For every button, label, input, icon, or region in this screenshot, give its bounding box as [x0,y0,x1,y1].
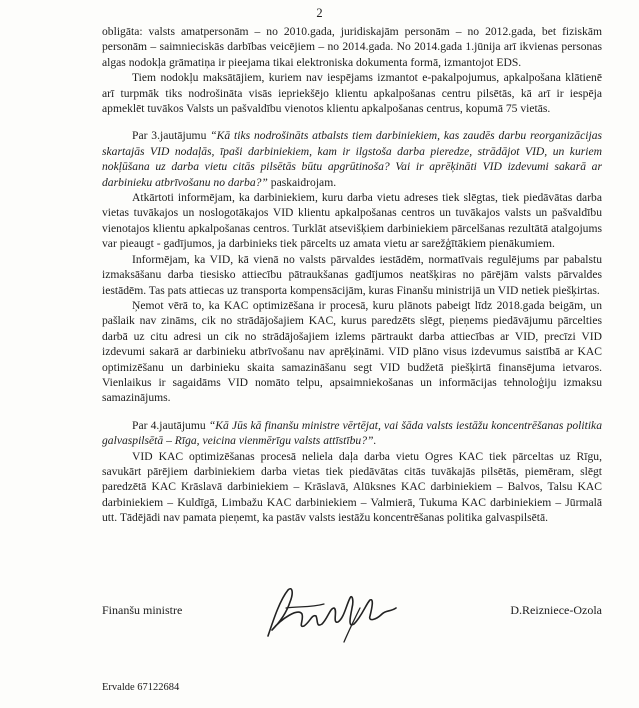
paragraph-benefits-regulation: Informējam, ka VID, kā vienā no valsts pārvaldes iestādēm, normatīvais regulējums par pabalstu izmaksāšanu darba tiesisko attiecību pātraukšanas gadījumos neatšķiras no pārējām valsts pārvaldes iestādēm. Tas pats attiecas uz transporta kompensācijām, kuras Finanšu ministrijā un VID netiek piešķirtas. [102,252,602,297]
signatory-name: D.Reizniece-Ozola [510,603,602,617]
question-4-text: “Kā Jūs kā finanšu ministre vērtējat, vai šāda valsts iestāžu koncentrēšanas politika galvaspilsētā – Rīga, veicina vienmērīgu valsts attīstību?”. [102,418,602,448]
question-3-suffix: paskaidrojam. [270,175,337,189]
paragraph-relocation-answer: VID KAC optimizēšanas procesā neliela daļa darba vietu Ogres KAC tiek pārceltas uz Rīgu, savukārt pārējiem darbiniekiem darba vietas tiek piedāvātas citās tuvākajās pilsētās, piemēram, slēgt paredzētā KAC Krāslavā darbiniekiem – Krāslavā, Alūksnes KAC darbiniekiem – Balvos, Talsu KAC darbiniekiem – Kuldīgā, Limbažu KAC darbiniekiem – Valmierā, Tukuma KAC darbiniekiem – Jūrmalā utt. Tādējādi nav pamata pieņemt, ka pastāv valsts iestāžu koncentrēšanas politika galvaspilsētā. [102,449,602,525]
paragraph-in-person-service: Tiem nodokļu maksātājiem, kuriem nav iespējams izmantot e-pakalpojumus, apkalpošana klātienē arī turpmāk tiks nodrošināta visās iepriekšējo klientu apkalpošanas centru pilsētās, kā arī ir iespēja apmeklēt tuvākos Valsts un pašvaldību vienotos klientu apkalpošanas centrus, kopumā 75 vietās. [102,71,602,116]
paragraph-kac-optimisation-costs: Ņemot vērā to, ka KAC optimizēšana ir procesā, kuru plānots pabeigt līdz 2018.gada beigām, un pašlaik nav zināms, cik no strādājošajiem KAC, kurus paredzēts slēgt, pieņems piedāvājumu pārcelties darbā uz citu adresi un cik no strādājošajiem izlems pārtraukt darba attiecības ar VID, precīzi VID izdevumi sakarā ar darbinieku atbrīvošanu nav aprēķināmi. VID plāno visus izdevumus saistībā ar KAC optimizēšanu un darbinieku skaita samazināšanu segt VID budžetā piešķirtā finansējuma ietvaros. Vienlaikus ir sagaidāms VID nomāto telpu, apsaimniekošanas un informācijas tehnoloģiju izmaksu samazinājums. [102,298,602,405]
paragraph-eds-obligation: obligāta: valsts amatpersonām – no 2010.gada, juridiskajām personām – no 2012.gada, bet fiziskām personām – saimnieciskās darbības veicējiem – no 2014.gada. No 2014.gada 1.jūnija arī ikvienas personas algas nodokļa grāmatiņa ir pieejama tikai elektroniska dokumenta formā, izmantojot EDS. [102,25,602,69]
contact-footer: Ervalde 67122684 [102,682,180,693]
handwritten-signature [258,578,410,652]
paragraph-question-4 [102,418,602,449]
question-3-text: “Kā tiks nodrošināts atbalsts tiem darbiniekiem, kas zaudēs darbu reorganizācijas skartajās VID nodaļās, īpaši darbiniekiem, kam ir ilgstoša darba pieredze, strādājot VID, un kuriem nokļūšana uz darba vietu citās pilsētās būtu apgrūtinoša? Vai ir aprēķināti VID izdevumi sakarā ar darbinieku atbrīvošanu no darba?” [102,129,602,189]
signatory-role: Finanšu ministre [102,603,183,617]
question-3-prefix: Par 3.jautājumu [132,129,207,143]
page-number: 2 [316,6,323,20]
question-4-prefix: Par 4.jautājumu [132,418,206,432]
letter-body [102,24,602,526]
paragraph-question-3 [102,128,602,190]
paragraph-job-offers: Atkārtoti informējam, ka darbiniekiem, kuru darba vietu adreses tiek slēgtas, tiek piedāvātas darba vietas tuvākajos un noslogotākajos VID klientu apkalpošanas centros un tuvākajos valsts un pašvaldību vienotajos klientu apkalpošanas centros. Turklāt atsevišķiem darbiniekiem pārcelšanas rezultātā atalgojums var pieaugt - gadījumos, ja darbinieks tiek pārcelts uz amata vietu ar sarežģītākiem pienākumiem. [102,191,602,251]
